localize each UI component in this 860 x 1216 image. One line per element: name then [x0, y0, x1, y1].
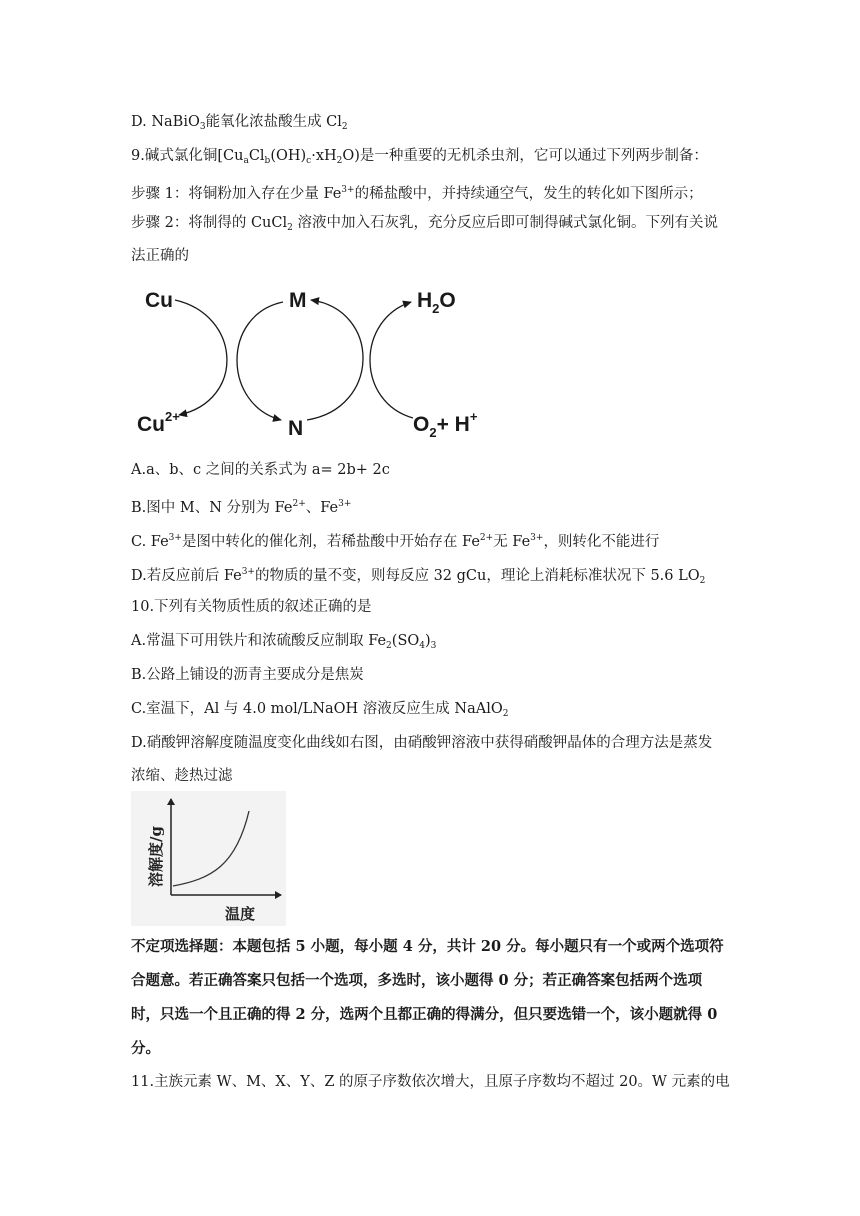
solubility-curve — [173, 811, 249, 886]
reaction-cycle-diagram — [131, 280, 476, 440]
question-9-option-d: D.若反应前后 $Fe^{3+}$的物质的量不变，则每反应 32 gCu，理论上消耗标准状况下 5.6 $LO_2$ — [131, 567, 706, 586]
y-axis-label: 溶解度/g — [147, 826, 165, 887]
label-h2o: $H_2O$ — [417, 289, 456, 316]
section-instruction-1: 不定项选择题：本题包括 5 小题，每小题 4 分，共计 20 分。每小题只有一个或两个选项符 — [131, 938, 724, 955]
question-9-option-b: B.图中 M、N 分别为 $Fe^{2+}$、$Fe^{3+}$ — [131, 499, 352, 516]
label-n: N — [288, 417, 304, 440]
question-10-option-a: A.常温下可用铁片和浓硫酸反应制取 $Fe_2(SO_4)_3$ — [131, 633, 437, 651]
arrow-n-to-m — [307, 300, 363, 420]
question-10-option-c: C.室温下，Al 与 4.0 mol/LNaOH 溶液反应生成 NaAlO$_2$ — [131, 701, 509, 719]
arrow-o2-to-h2o — [370, 302, 413, 418]
label-cu: Cu — [145, 289, 173, 312]
section-instruction-4: 分。 — [131, 1040, 160, 1057]
option-d-nabio3: D. NaBiO$_3$能氧化浓盐酸生成 $Cl_2$ — [131, 114, 348, 132]
section-instruction-3: 时，只选一个且正确的得 2 分，选两个且都正确的得满分，但只要选错一个，该小题就得 0 — [131, 1006, 718, 1023]
label-o2-h-plus: $O_2+ H^+$ — [413, 409, 478, 440]
question-9-step1: 步骤 1：将铜粉加入存在少量 $Fe^{3+}$的稀盐酸中，并持续通空气，发生的转化如下图所示； — [131, 185, 703, 202]
question-10-intro: 10.下列有关物质性质的叙述正确的是 — [131, 599, 372, 615]
question-11-intro: 11.主族元素 W、M、X、Y、Z 的原子序数依次增大，且原子序数均不超过 20。W 元素的电 — [131, 1074, 730, 1090]
question-10-option-b: B.公路上铺设的沥青主要成分是焦炭 — [131, 667, 364, 683]
question-9-option-c: C. $Fe^{3+}$是图中转化的催化剂，若稀盐酸中开始存在 $Fe^{2+}$无 $Fe^{3+}$，则转化不能进行 — [131, 533, 660, 550]
question-10-option-d: D.硝酸钾溶解度随温度变化曲线如右图，由硝酸钾溶液中获得硝酸钾晶体的合理方法是蒸发 — [131, 735, 713, 751]
solubility-curve-chart — [131, 791, 286, 926]
question-10-option-d-cont: 浓缩、趁热过滤 — [131, 768, 233, 784]
label-cu2plus: $Cu^{2+}$ — [137, 409, 180, 436]
question-9-option-a: A.a、b、c 之间的关系式为 a= 2b+ 2c — [131, 462, 390, 478]
question-9-step2-cont: 法正确的 — [131, 248, 189, 264]
arrow-m-to-n — [237, 302, 283, 420]
arrow-cu-to-cu2 — [175, 300, 227, 415]
question-9-step2: 步骤 2：将制得的 CuCl$_2$ 溶液中加入石灰乳，充分反应后即可制得碱式氯化铜。下列有关说 — [131, 215, 718, 233]
question-9-intro: 9.碱式氯化铜$[Cu_aCl_b(OH)_c\cdot xH_2O)$是一种重要的无机杀虫剂，它可以通过下列两步制备： — [131, 148, 708, 166]
section-instruction-2: 合题意。若正确答案只包括一个选项，多选时，该小题得 0 分；若正确答案包括两个选项 — [131, 972, 703, 989]
x-axis-label: 温度 — [225, 905, 256, 923]
label-m: M — [289, 289, 307, 312]
